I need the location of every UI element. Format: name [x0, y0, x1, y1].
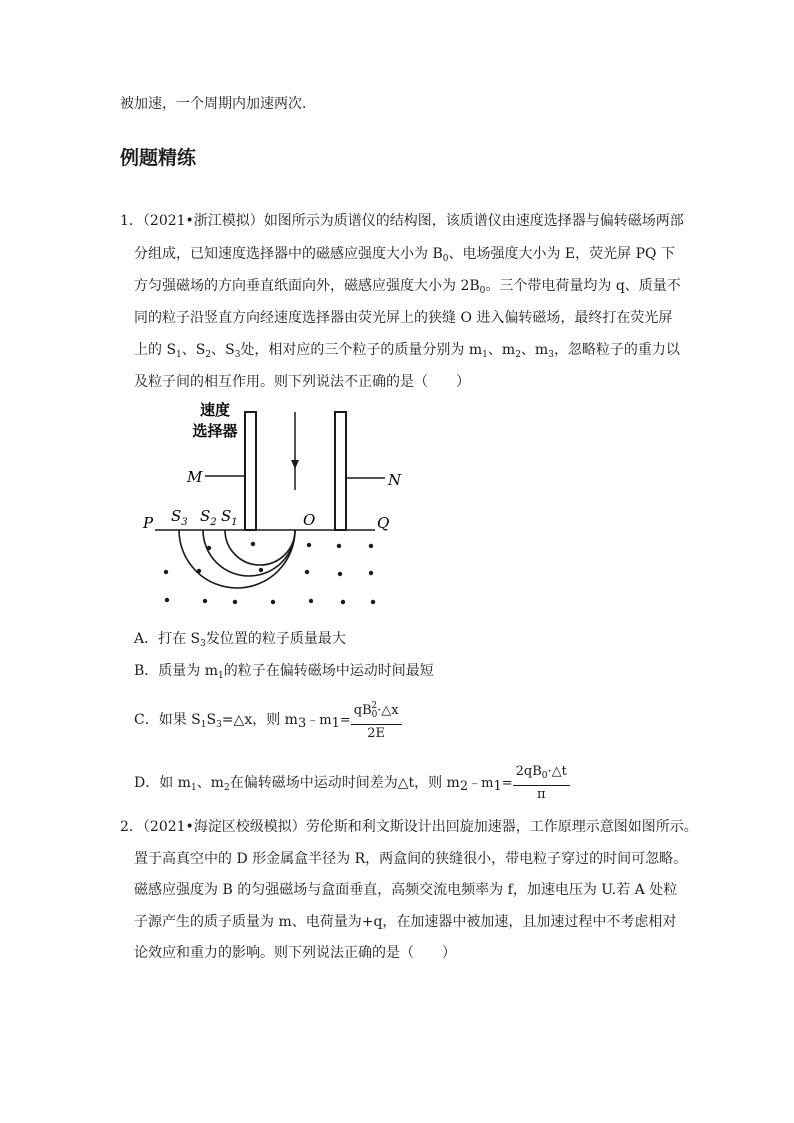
q2-line-1: 2．（2021•海淀区校级模拟）劳伦斯和利文斯设计出回旋加速器，工作原理示意图如图所示。: [120, 819, 698, 835]
label-o: O: [303, 511, 316, 529]
label-s2: $S_2$: [200, 507, 217, 528]
q1-option-c[interactable]: C．如果 $S_1S_3=\triangle x$，则 $m_3﹣m_1=$ $\frac{qB_0^2\cdot\triangle x}{2E}$: [134, 698, 402, 745]
q1-option-b[interactable]: B．质量为 $m_1$的粒子在偏转磁场中运动时间最短: [134, 663, 434, 681]
q1-option-a[interactable]: A．打在 $S_3$发位置的粒子质量最大: [134, 631, 346, 649]
beam-arrow: [291, 460, 299, 469]
trajectories: [179, 530, 295, 588]
s-labels: [171, 507, 238, 528]
field-dots: [164, 542, 375, 604]
intro-line: 被加速，一个周期内加速两次．: [120, 96, 316, 112]
q1-line-3: 方匀强磁场的方向垂直纸面向外，磁感应强度大小为 $2B_0$。三个带电荷量均为 q、质量不: [134, 278, 681, 296]
q2-line-3: 磁感应强度为 B 的匀强磁场与盒面垂直，高频交流电频率为 f，加速电压为 U.若 A 处粒: [134, 882, 678, 898]
selector-label-line1: 速度: [199, 401, 231, 419]
q1-line-5: 上的 $S_1$、$S_2$、$S_3$处，相对应的三个粒子的质量分别为 $m_1$、$m_2$、$m_3$，忽略粒子的重力以: [134, 342, 680, 360]
label-p: P: [143, 514, 154, 532]
q1-line-1: 1．（2021•浙江模拟）如图所示为质谱仪的结构图，该质谱仪由速度选择器与偏转磁场两部: [120, 213, 684, 229]
q2-line-5: 论效应和重力的影响。则下列说法正确的是（ ）: [134, 945, 456, 961]
q2-line-4: 子源产生的质子质量为 m、电荷量为+q，在加速器中被加速，且加速过程中不考虑相对: [134, 914, 677, 930]
q2-source: （2021•海淀区校级模拟）: [142, 819, 306, 835]
q1-line-6: 及粒子间的相互作用。则下列说法不正确的是（ ）: [134, 374, 470, 390]
option-c-fraction: $\frac{qB_0^2\cdot\triangle x}{2E}$: [351, 698, 402, 742]
label-m: M: [187, 468, 203, 486]
selector-label-line2: 选择器: [192, 422, 238, 440]
q1-option-d[interactable]: D．如 $m_1$、$m_2$在偏转磁场中运动时间差为△t，则 $m_2﹣m_1=$ $\frac{2qB_0\cdot\triangle t}{\pi}$: [134, 763, 570, 808]
q2-line-2: 置于高真空中的 D 形金属盒半径为 R，两盒间的狭缝很小，带电粒子穿过的时间可忽略。: [134, 851, 688, 867]
option-d-fraction: $\frac{2qB_0\cdot\triangle t}{\pi}$: [513, 763, 570, 803]
left-plate: [245, 412, 256, 530]
q1-source: （2021•浙江模拟）: [142, 213, 264, 229]
section-title: 例题精练: [120, 147, 197, 169]
q1-line-4: 同的粒子沿竖直方向经速度选择器由荧光屏上的狭缝 O 进入偏转磁场，最终打在荧光屏: [134, 310, 673, 326]
right-plate: [335, 412, 346, 530]
label-s1: $S_1$: [221, 507, 238, 528]
q1-line-2: 分组成，已知速度选择器中的磁感应强度大小为 $B_0$、电场强度大小为 E，荧光屏 PQ 下: [134, 246, 675, 264]
label-q: Q: [377, 514, 390, 532]
q2-number: 2．: [120, 819, 143, 835]
trajectory-s2: [203, 530, 295, 576]
q1-number: 1．: [120, 213, 143, 229]
trajectory-s3: [179, 530, 295, 588]
mass-spectrometer-figure: [135, 398, 410, 620]
label-s3: $S_3$: [171, 507, 188, 528]
label-n: N: [388, 471, 402, 489]
